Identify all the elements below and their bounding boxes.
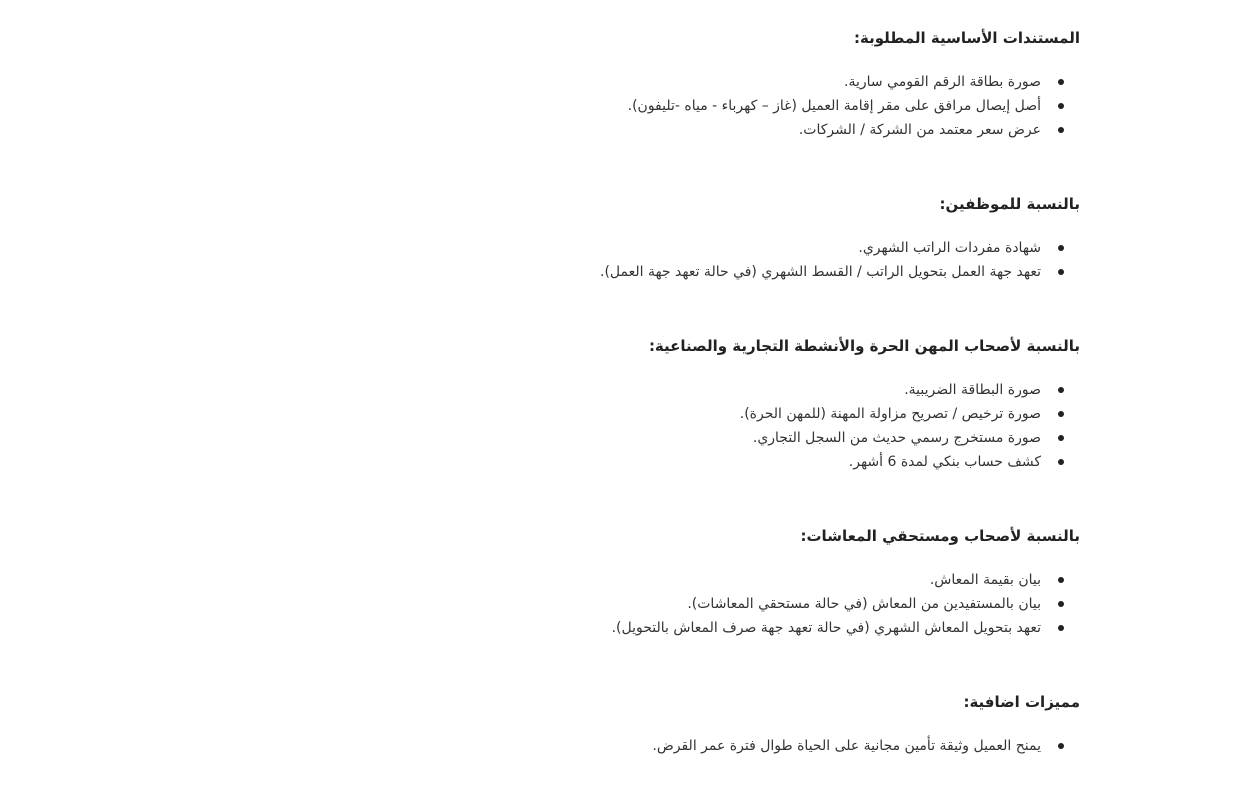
item-list <box>380 70 1080 142</box>
list-item <box>380 70 1041 94</box>
list-item-text: شهادة مفردات الراتب الشهري. <box>858 240 1041 256</box>
bullet-icon <box>1058 387 1064 393</box>
list-item-text: يمنح العميل وثيقة تأمين مجانية على الحياة طوال فترة عمر القرض. <box>652 738 1041 754</box>
requirements-content <box>380 26 1080 758</box>
section-title: المستندات الأساسية المطلوبة: <box>853 29 1080 47</box>
list-item <box>380 616 1041 640</box>
section-employees <box>380 192 1080 284</box>
section-title: بالنسبة للموظفين: <box>939 195 1080 213</box>
list-item <box>380 426 1041 450</box>
list-item <box>380 260 1041 284</box>
bullet-icon <box>1058 127 1064 133</box>
list-item <box>380 378 1041 402</box>
item-list <box>380 568 1080 640</box>
list-item <box>380 236 1041 260</box>
section-pensioners <box>380 524 1080 640</box>
section-professionals <box>380 334 1080 474</box>
list-item <box>380 94 1041 118</box>
list-item <box>380 568 1041 592</box>
list-item-text: صورة بطاقة الرقم القومي سارية. <box>844 74 1041 90</box>
bullet-icon <box>1058 743 1064 749</box>
bullet-icon <box>1058 625 1064 631</box>
bullet-icon <box>1058 601 1064 607</box>
list-item-text: تعهد جهة العمل بتحويل الراتب / القسط الشهري (في حالة تعهد جهة العمل). <box>600 264 1041 280</box>
section-extra-benefits <box>380 690 1080 758</box>
section-title: بالنسبة لأصحاب ومستحقي المعاشات: <box>800 527 1080 545</box>
section-title: مميزات اضافية: <box>963 693 1080 711</box>
bullet-icon <box>1058 245 1064 251</box>
bullet-icon <box>1058 79 1064 85</box>
list-item <box>380 734 1041 758</box>
list-item <box>380 118 1041 142</box>
list-item-text: بيان بالمستفيدين من المعاش (في حالة مستحقي المعاشات). <box>687 596 1041 612</box>
list-item <box>380 592 1041 616</box>
list-item-text: كشف حساب بنكي لمدة 6 أشهر. <box>848 454 1041 470</box>
list-item-text: تعهد بتحويل المعاش الشهري (في حالة تعهد جهة صرف المعاش بالتحويل). <box>611 620 1041 636</box>
section-title: بالنسبة لأصحاب المهن الحرة والأنشطة التجارية والصناعية: <box>648 337 1080 355</box>
list-item-text: بيان بقيمة المعاش. <box>929 572 1041 588</box>
list-item-text: عرض سعر معتمد من الشركة / الشركات. <box>798 122 1041 138</box>
list-item <box>380 402 1041 426</box>
section-basic-documents <box>380 26 1080 142</box>
item-list <box>380 236 1080 284</box>
list-item-text: صورة مستخرج رسمي حديث من السجل التجاري. <box>752 430 1041 446</box>
item-list <box>380 378 1080 474</box>
list-item-text: صورة البطاقة الضريبية. <box>904 382 1041 398</box>
bullet-icon <box>1058 269 1064 275</box>
bullet-icon <box>1058 435 1064 441</box>
bullet-icon <box>1058 411 1064 417</box>
list-item-text: صورة ترخيص / تصريح مزاولة المهنة (للمهن الحرة). <box>739 406 1041 422</box>
bullet-icon <box>1058 103 1064 109</box>
bullet-icon <box>1058 459 1064 465</box>
bullet-icon <box>1058 577 1064 583</box>
list-item-text: أصل إيصال مرافق على مقر إقامة العميل (غاز – كهرباء - مياه -تليفون). <box>627 98 1041 114</box>
list-item <box>380 450 1041 474</box>
item-list <box>380 734 1080 758</box>
